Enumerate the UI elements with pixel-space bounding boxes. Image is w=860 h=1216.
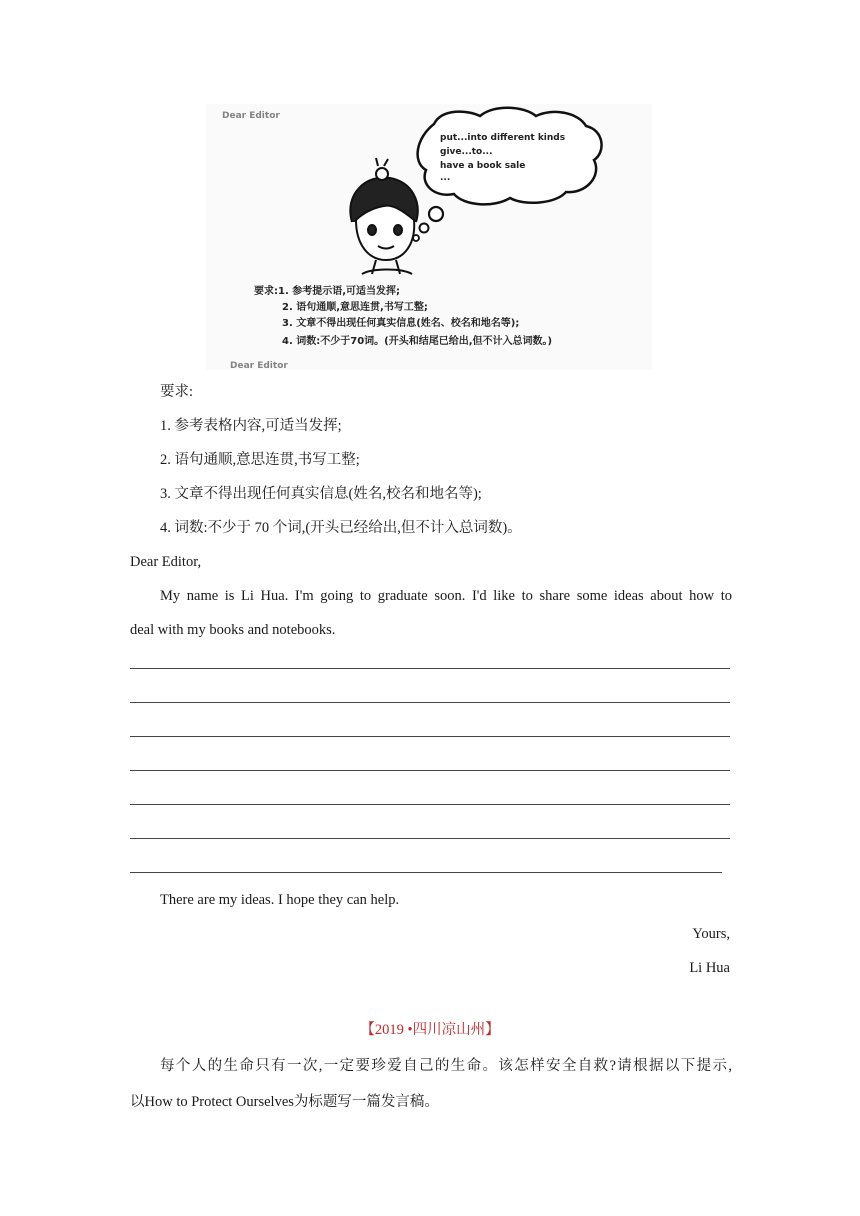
requirement-item-3: 3. 文章不得出现任何真实信息(姓名,校名和地名等); <box>160 486 482 502</box>
figure-top-text: Dear Editor <box>222 111 280 121</box>
requirements-title: 要求: <box>160 384 194 400</box>
requirement-item-1: 1. 参考表格内容,可适当发挥; <box>160 418 342 434</box>
bubble-line-2: give...to... <box>440 147 493 157</box>
cartoon-illustration <box>206 104 652 370</box>
letter-closing: There are my ideas. I hope they can help. <box>160 892 400 908</box>
figure-req-2: 2. 语句通顺,意思连贯,书写工整; <box>282 302 428 313</box>
thought-dot-large <box>429 207 443 221</box>
writing-line <box>130 702 730 703</box>
bubble-line-3: have a book sale <box>440 161 526 171</box>
requirement-item-4: 4. 词数:不少于 70 个词,(开头已经给出,但不计入总词数)。 <box>160 520 522 536</box>
letter-intro-line-1: My name is Li Hua. I'm going to graduate soon. I'd like to share some ideas about how to <box>160 588 732 604</box>
girl-drawing <box>350 158 417 274</box>
letter-intro-line-2: deal with my books and notebooks. <box>130 622 336 638</box>
question-line-1: 每个人的生命只有一次,一定要珍爱自己的生命。该怎样安全自救?请根据以下提示, <box>160 1058 732 1074</box>
section-heading: 【2019 •四川凉山州】 <box>360 1022 500 1038</box>
bubble-line-1: put...into different kinds <box>440 133 566 143</box>
letter-signoff: Yours, <box>692 926 730 942</box>
writing-line <box>130 804 730 805</box>
cartoon-figure <box>206 104 652 370</box>
writing-line <box>130 838 730 839</box>
letter-salutation: Dear Editor, <box>130 554 202 570</box>
thought-dot-medium <box>420 224 429 233</box>
writing-line <box>130 770 730 771</box>
writing-line <box>130 736 730 737</box>
figure-bottom-text: Dear Editor <box>230 361 288 370</box>
writing-line <box>130 668 730 669</box>
question-line-2: 以How to Protect Ourselves为标题写一篇发言稿。 <box>130 1094 439 1110</box>
writing-line <box>130 872 722 873</box>
bubble-line-4: ... <box>440 173 451 183</box>
requirement-item-2: 2. 语句通顺,意思连贯,书写工整; <box>160 452 360 468</box>
figure-req-1: 要求:1. 参考提示语,可适当发挥; <box>254 286 401 297</box>
figure-req-4: 4. 词数:不少于70词。(开头和结尾已给出,但不计入总词数。) <box>282 336 553 347</box>
letter-signature: Li Hua <box>689 960 730 976</box>
figure-req-3: 3. 文章不得出现任何真实信息(姓名、校名和地名等); <box>282 318 520 329</box>
